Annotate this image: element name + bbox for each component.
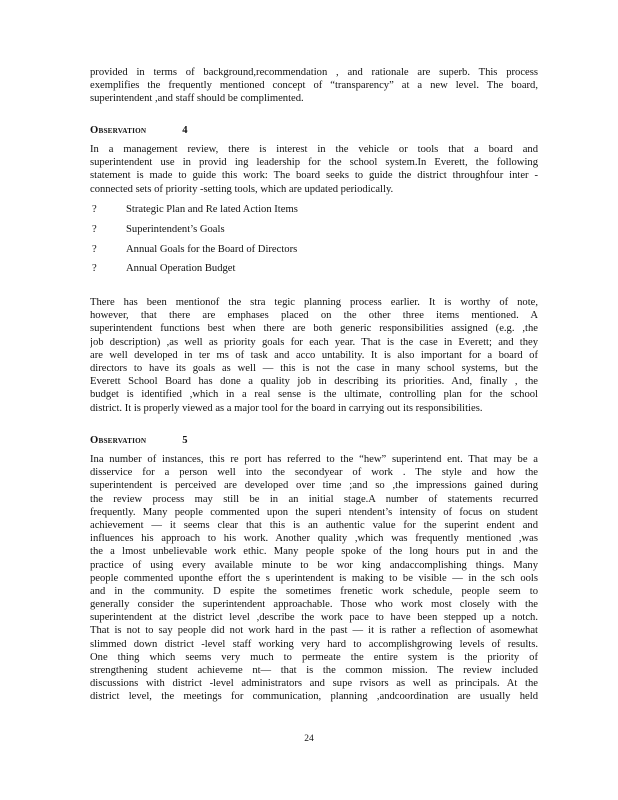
- observation-prefix: O: [90, 125, 99, 136]
- bullet-text: Annual Operation Budget: [126, 263, 236, 274]
- observation-4-heading: [90, 125, 188, 136]
- text-line: district. It is properly viewed as a major tool for the board in carrying out its responsibilities.: [90, 402, 483, 414]
- text-line: are well developed in ter ms of task and acco untability. It is also important for a board of: [90, 349, 538, 361]
- text-line: slimmed down district -level staff working very hard to accomplishgrowing levels of results.: [90, 638, 538, 650]
- text-line: superintendent at the district level ,describe the work pace to have been stepped up a notch.: [90, 612, 538, 624]
- paragraph-superintendent-perception: [90, 453, 538, 704]
- text-line: influences his approach to his work. Another quality ,which was frequently mentioned ,was: [90, 533, 538, 545]
- text-line: superintendent use in provid ing leadership for the school system.In Everett, the following: [90, 157, 538, 169]
- text-line: Ina number of instances, this re port has referred to the “hew” superintend ent. That may be a: [90, 454, 538, 465]
- observation-prefix: O: [90, 435, 99, 446]
- text-line: frequently. Many people commented upon the superi ntendent’s intensity of focus on student: [90, 506, 538, 518]
- text-line: strengthening student achieveme nt— that is the common mission. The review included: [90, 665, 538, 676]
- text-line: superintendent ,and staff should be complimented.: [90, 93, 304, 105]
- text-line: In a management review, there is interest in the vehicle or tools that a board and: [90, 144, 538, 155]
- list-item: [92, 262, 235, 275]
- text-line: achievement — it seems clear that this is an authentic value for the superint endent and: [90, 519, 538, 531]
- text-line: practice of using every available minute to be wor king andaccomplishing things. Many: [90, 559, 538, 571]
- paragraph-management-review: [90, 143, 538, 196]
- bullet-text: Superintendent’s Goals: [126, 224, 225, 235]
- bullet-text: Annual Goals for the Board of Directors: [126, 244, 298, 255]
- text-line: statement is made to guide this work: The board seeks to guide the district throughfour inter -: [90, 170, 538, 182]
- observation-number: 5: [182, 435, 188, 446]
- observation-number: 4: [182, 125, 188, 136]
- text-line: disservice for a person well into the secondyear of work . The style and how the: [90, 467, 538, 479]
- text-line: district level, the meetings for communication, planning ,andcoordination are usually held: [90, 691, 538, 703]
- text-line: exemplifies the frequently mentioned concept of “transparency” at a new level. The board,: [90, 80, 538, 92]
- text-line: and in the community. D espite the sometimes frenetic work schedule, people seem to: [90, 585, 538, 597]
- text-line: That is not to say people did not work hard in the past — it is rather a reflection of asomewhat: [90, 625, 538, 637]
- observation-5-heading: [90, 435, 188, 446]
- list-item: [92, 203, 298, 216]
- bullet-text: Strategic Plan and Re lated Action Items: [126, 204, 298, 215]
- observation-label: BSERVATION: [98, 127, 147, 135]
- text-line: however, that there are emphases placed on the other three items mentioned. A: [90, 310, 538, 322]
- text-line: generally consider the superintendent approachable. Those who work most closely with the: [90, 599, 538, 611]
- text-line: the a lmost unbelievable work ethic. Many people spoke of the long hours put in and the: [90, 546, 538, 558]
- page-number: 24: [304, 734, 314, 744]
- bullet-mark: ?: [92, 263, 97, 274]
- text-line: connected sets of priority -setting tools, which are updated periodically.: [90, 183, 394, 195]
- text-line: There has been mentionof the stra tegic planning process earlier. It is worthy of note,: [90, 297, 538, 308]
- text-line: discussions with district -level administrators and supe rvisors as well as principals. At the: [90, 678, 538, 690]
- text-line: job description) ,as well as priority goals for each year. That is the case in Everett; and they: [90, 336, 538, 348]
- list-item: [92, 243, 297, 256]
- text-line: superintendent is perceived are developed over time ;and so ,the impressions gained during: [90, 480, 538, 492]
- text-line: people commented uponthe effort the s uperintendent is making to be visible — in the sch ools: [90, 572, 538, 584]
- text-line: superintendent functions best when there are both generic responsibilities assigned (e.g. ,the: [90, 323, 538, 335]
- paragraph-strategic-planning: [90, 296, 538, 415]
- text-line: the review process may still be in an initial stage.A number of statements recurred: [90, 493, 538, 505]
- text-line: Everett School Board has done a quality job in describing its priorities. And, finally , the: [90, 376, 538, 388]
- paragraph-transparency: [90, 66, 538, 106]
- bullet-mark: ?: [92, 244, 97, 255]
- observation-label: BSERVATION: [98, 437, 147, 445]
- list-item: [92, 223, 225, 236]
- text-line: directors to have its goals as well — this is not the case in many school systems, but the: [90, 362, 538, 374]
- text-line: budget is identified ,which in a real sense is the ultimate, controlling plan for the school: [90, 389, 538, 401]
- bullet-mark: ?: [92, 224, 97, 235]
- text-line: One thing which seems very much to permeate the entire system is the priority of: [90, 651, 538, 663]
- text-line: provided in terms of background,recommendation , and rationale are superb. This process: [90, 67, 538, 78]
- bullet-mark: ?: [92, 204, 97, 215]
